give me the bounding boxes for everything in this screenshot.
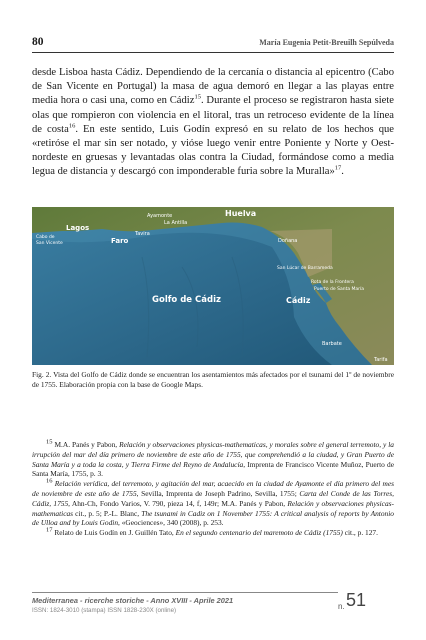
map-label-lagos: Lagos [66, 224, 90, 232]
footnote-15: $^{15}$ M.A. Panés y Pabon, Relación y observaciones physicas-mathematicas, y morales sobre el general terremoto, y la irrupción del mar del día primero de noviembre de este año de 1755, que comprehendió a la ciudad, y Gran Puerto de Santa María y a toda la costa, y Tierra Firme del Reyno de Andalucía, Imprenta de Francisco Vicente Muñoz, Puerto de Santa María, 1755, p. 3. [32, 438, 395, 479]
map-label-la-antilla: La Antilla [164, 220, 188, 226]
map-figure [32, 207, 394, 365]
map-label-cabo-sv: San Vicente [36, 241, 63, 246]
footnote-ref[interactable]: 17 [334, 164, 342, 172]
map-label-sanlucar: San Lúcar de Barrameda [277, 266, 333, 271]
footnote-ref[interactable]: 15 [194, 93, 201, 101]
body-text [32, 66, 394, 180]
page-number: 80 [32, 36, 44, 48]
footer-journal: Mediterranea - ricerche storiche - Anno XVIII - Aprile 2021 [32, 596, 234, 605]
footnote-16: $^{16}$ Relación verídica, del terremoto, y agitación del mar, acaecido en la ciudad de Ayamonte el día primero del mes de noviembre de este año de 1755, Sevilla, Imprenta de Joseph Padrino, Sevilla, 1755; Carta del Conde de las Torres, Cádiz, 1755, Ahn-Ch, Fondo Varios, V. 790, pieza 14, f, 149r; M.A. Panés y Pabon, Relación y observaciones physicas-mathematicas cit., p. 5; P.-L. Blanc, The tsunami in Cadiz on 1 November 1755: A critical analysis of reports by Antonio de Ulloa and by Louis Godin, «Geociences», 340 (2008), p. 253. [32, 477, 394, 528]
footer-issn: ISSN: 1824-3010 (stampa) ISSN 1828-230X (online) [32, 607, 177, 614]
footer-rule [32, 592, 338, 593]
footnote-ref[interactable]: 16 [68, 122, 76, 130]
map-label-donana: Doñana [278, 238, 298, 244]
map-label-cabo: Cabo de [36, 235, 55, 240]
footer-page-number: 51 [346, 590, 367, 610]
map-label-ayamonte: Ayamonte [147, 213, 173, 219]
map-label-golfo: Golfo de Cádiz [152, 295, 221, 305]
footnote-17: $^{17}$ Relato de Luis Godín en J. Guillén Tato, En el segundo centenario del maremoto de Cádiz (1755) cit., p. 127. [46, 526, 378, 538]
map-label-tarifa: Tarifa [374, 357, 388, 363]
body-paragraph: desde Lisboa hasta Cádiz. Dependiendo de la cercanía o distancia al epicentro (Cabo de San Vicente en Portugal) la masa de agua demoró en llegar a las playas entre media hora o casi una, como en Cádiz$^{15}$. Durante el proceso se registraron hasta siete olas que rompieron con violencia en el litoral, tras un retroceso evidente de la línea de costa$^{16}$. En este sentido, Luis Godín expresó en su relato de los hechos que «retiróse el mar sin ser notado, y vióse luego venir entre Poniente y Norte y Oest-nordeste en gruesas y levantadas olas contra la Ciudad, formándose como a media legua de distancia y descargó con imponderable furia sobre la Muralla»$^{17}$. [32, 67, 394, 178]
header-rule [32, 52, 394, 53]
map-label-puerto: Puerto de Santa María [314, 287, 365, 292]
map-label-barbate: Barbate [322, 341, 342, 347]
map-label-faro: Faro [111, 237, 129, 245]
map-label-cadiz: Cádiz [286, 296, 311, 305]
map-label-tavira: Tavira [135, 231, 150, 237]
footnotes [32, 440, 394, 538]
map-label-huelva: Huelva [225, 209, 257, 218]
figure-caption: Fig. 2. Vista del Golfo de Cádiz donde se encuentran los asentamientos más afectados por el tsunami del 1º de noviembre de 1755. Elaboración propia con la base de Google Maps. [32, 370, 394, 389]
map-label-rota: Rota de la Frontera [311, 280, 354, 285]
page-header [32, 36, 394, 50]
running-head: María Eugenia Petit-Breuilh Sepúlveda [259, 38, 394, 47]
footer-n-label: n. [338, 602, 345, 611]
